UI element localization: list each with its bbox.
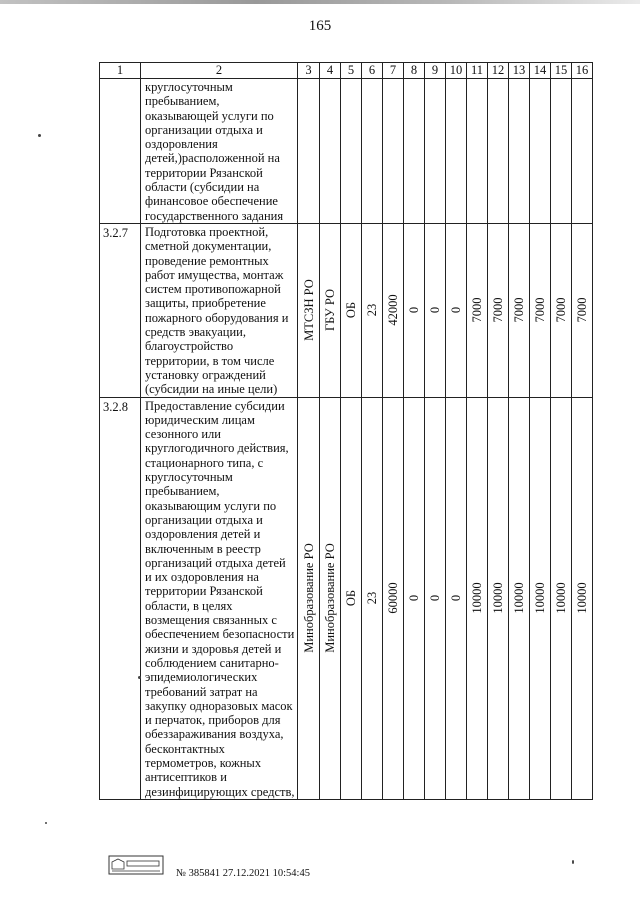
value-cell: [530, 224, 551, 398]
value-cell: [383, 397, 404, 799]
value-cell: [467, 224, 488, 398]
row-description: [141, 79, 298, 224]
column-header: 16: [572, 63, 593, 79]
desc-line: (субсидии на иные цели): [145, 382, 278, 397]
scan-speck: [138, 676, 141, 679]
cell: [320, 79, 341, 224]
value-label: 0: [448, 307, 463, 314]
responsible-label: Минобразование РО: [301, 543, 316, 653]
desc-line: пребыванием,: [145, 94, 220, 109]
value-label: 10000: [553, 582, 568, 614]
value-label: 7000: [574, 297, 589, 323]
value-label: 7000: [553, 297, 568, 323]
value-cell: [572, 397, 593, 799]
column-header: 12: [488, 63, 509, 79]
desc-line: проведение ремонтных: [145, 253, 269, 268]
scan-speck: [572, 860, 574, 864]
scan-speck: [45, 822, 47, 824]
value-label: 10000: [511, 582, 526, 614]
cell: [488, 79, 509, 224]
desc-line: эпидемиологических: [145, 670, 258, 685]
row-description: [141, 397, 298, 799]
desc-line: стационарного типа, с: [145, 455, 264, 470]
value-cell: [383, 224, 404, 398]
column-header: 8: [404, 63, 425, 79]
cell: [425, 79, 446, 224]
value-cell: [362, 397, 383, 799]
desc-line: Предоставление субсидии: [145, 398, 285, 413]
desc-line: антисептиков и: [145, 770, 227, 785]
desc-line: государственного задания: [145, 208, 284, 223]
desc-line: требований затрат на: [145, 684, 258, 699]
desc-line: пожарного оборудования и: [145, 310, 289, 325]
table-row: [100, 224, 593, 398]
value-label: 10000: [532, 582, 547, 614]
desc-line: защиты, приобретение: [145, 296, 266, 311]
scan-speck: [38, 134, 41, 137]
value-label: 60000: [385, 582, 400, 614]
column-header: 2: [141, 63, 298, 79]
scan-edge: [0, 0, 640, 4]
registry-stamp-icon: [108, 855, 164, 875]
desc-line: круглосуточным: [145, 470, 233, 485]
cell: [298, 79, 320, 224]
desc-line: бесконтактных: [145, 741, 225, 756]
cell: [446, 79, 467, 224]
desc-line: средств эвакуации,: [145, 325, 246, 340]
desc-line: юридическим лицам: [145, 412, 255, 427]
desc-line: территории Рязанской: [145, 165, 263, 180]
value-cell: [404, 397, 425, 799]
column-header: 13: [509, 63, 530, 79]
desc-line: оздоровления: [145, 137, 218, 152]
desc-line: организации отдыха и: [145, 512, 263, 527]
desc-line: включенным в реестр: [145, 541, 261, 556]
responsible-cell: [298, 397, 320, 799]
cell: [530, 79, 551, 224]
desc-line: оказывающей услуги по: [145, 108, 274, 123]
desc-line: территории Рязанской: [145, 584, 263, 599]
desc-line: и их оздоровления на: [145, 570, 259, 585]
column-header: 10: [446, 63, 467, 79]
cell: [572, 79, 593, 224]
table-row: [100, 79, 593, 224]
column-header: 9: [425, 63, 446, 79]
desc-line: области, в целях: [145, 598, 233, 613]
cell: [467, 79, 488, 224]
value-cell: [425, 224, 446, 398]
value-cell: [488, 397, 509, 799]
value-cell: [467, 397, 488, 799]
source-label: ОБ: [343, 302, 358, 319]
value-cell: [572, 224, 593, 398]
row-number: 3.2.7: [100, 224, 141, 398]
value-cell: [530, 397, 551, 799]
source-label: ОБ: [343, 590, 358, 607]
desc-line: сезонного или: [145, 427, 221, 442]
source-cell: [341, 397, 362, 799]
desc-line: термометров, кожных: [145, 755, 262, 770]
cell: [362, 79, 383, 224]
value-cell: [551, 224, 572, 398]
value-label: 7000: [532, 297, 547, 323]
value-label: 0: [406, 307, 421, 314]
value-cell: [404, 224, 425, 398]
desc-line: обеспечением безопасности: [145, 627, 295, 642]
desc-line: и перчаток, приборов для: [145, 713, 281, 728]
budget-table: [99, 62, 593, 800]
value-label: 42000: [385, 294, 400, 326]
value-cell: [362, 224, 383, 398]
value-cell: [509, 397, 530, 799]
row-number: [100, 79, 141, 224]
source-cell: [341, 224, 362, 398]
cell: [509, 79, 530, 224]
value-cell: [425, 397, 446, 799]
desc-line: работ имущества, монтаж: [145, 267, 284, 282]
desc-line: систем противопожарной: [145, 282, 281, 297]
column-header: 11: [467, 63, 488, 79]
value-label: 7000: [511, 297, 526, 323]
value-cell: [446, 224, 467, 398]
executor-cell: [320, 224, 341, 398]
desc-line: соблюдением санитарно-: [145, 655, 279, 670]
desc-line: пребыванием,: [145, 484, 220, 499]
responsible-cell: [298, 224, 320, 398]
cell: [551, 79, 572, 224]
desc-line: организации отдыха и: [145, 122, 263, 137]
desc-line: обеззараживания воздуха,: [145, 727, 284, 742]
desc-line: закупку одноразовых масок: [145, 698, 293, 713]
value-cell: [488, 224, 509, 398]
cell: [404, 79, 425, 224]
column-header: 4: [320, 63, 341, 79]
desc-line: организаций отдыха детей: [145, 555, 286, 570]
value-label: 7000: [490, 297, 505, 323]
value-cell: [509, 224, 530, 398]
value-label: 23: [364, 304, 379, 317]
column-header: 7: [383, 63, 404, 79]
row-description: [141, 224, 298, 398]
executor-label: ГБУ РО: [322, 289, 337, 332]
column-header: 5: [341, 63, 362, 79]
column-header: 6: [362, 63, 383, 79]
desc-line: финансовое обеспечение: [145, 194, 278, 209]
registration-stamp-text: № 385841 27.12.2021 10:54:45: [176, 868, 310, 879]
value-cell: [551, 397, 572, 799]
value-label: 0: [427, 307, 442, 314]
value-label: 0: [427, 595, 442, 602]
value-label: 7000: [469, 297, 484, 323]
column-header: 1: [100, 63, 141, 79]
column-header: 3: [298, 63, 320, 79]
desc-line: жизни и здоровья детей и: [145, 641, 282, 656]
row-number: 3.2.8: [100, 397, 141, 799]
value-label: 10000: [490, 582, 505, 614]
page-number: 165: [308, 18, 332, 34]
desc-line: оздоровления детей и: [145, 527, 261, 542]
desc-line: детей,)расположенной на: [145, 151, 280, 166]
desc-line: возмещения связанных с: [145, 613, 277, 628]
value-label: 10000: [469, 582, 484, 614]
responsible-label: МТСЗН РО: [301, 279, 316, 342]
value-label: 23: [364, 591, 379, 605]
value-cell: [446, 397, 467, 799]
desc-line: области (субсидии на: [145, 180, 260, 195]
desc-line: сметной документации,: [145, 239, 272, 254]
desc-line: круглогодичного действия,: [145, 441, 289, 456]
desc-line: оказывающим услуги по: [145, 498, 277, 513]
column-header: 15: [551, 63, 572, 79]
desc-line: Подготовка проектной,: [145, 225, 269, 239]
cell: [341, 79, 362, 224]
table-row: [100, 397, 593, 799]
value-label: 0: [448, 595, 463, 602]
value-label: 0: [406, 595, 421, 602]
desc-line: дезинфицирующих средств,: [145, 784, 295, 799]
executor-label: Минобразование РО: [322, 543, 337, 653]
header-row: [100, 63, 593, 79]
column-header: 14: [530, 63, 551, 79]
desc-line: благоустройство: [145, 339, 234, 354]
value-label: 10000: [574, 582, 589, 614]
desc-line: установку ограждений: [145, 367, 266, 382]
desc-line: территории, в том числе: [145, 353, 275, 368]
executor-cell: [320, 397, 341, 799]
desc-line: круглосуточным: [145, 80, 233, 94]
cell: [383, 79, 404, 224]
